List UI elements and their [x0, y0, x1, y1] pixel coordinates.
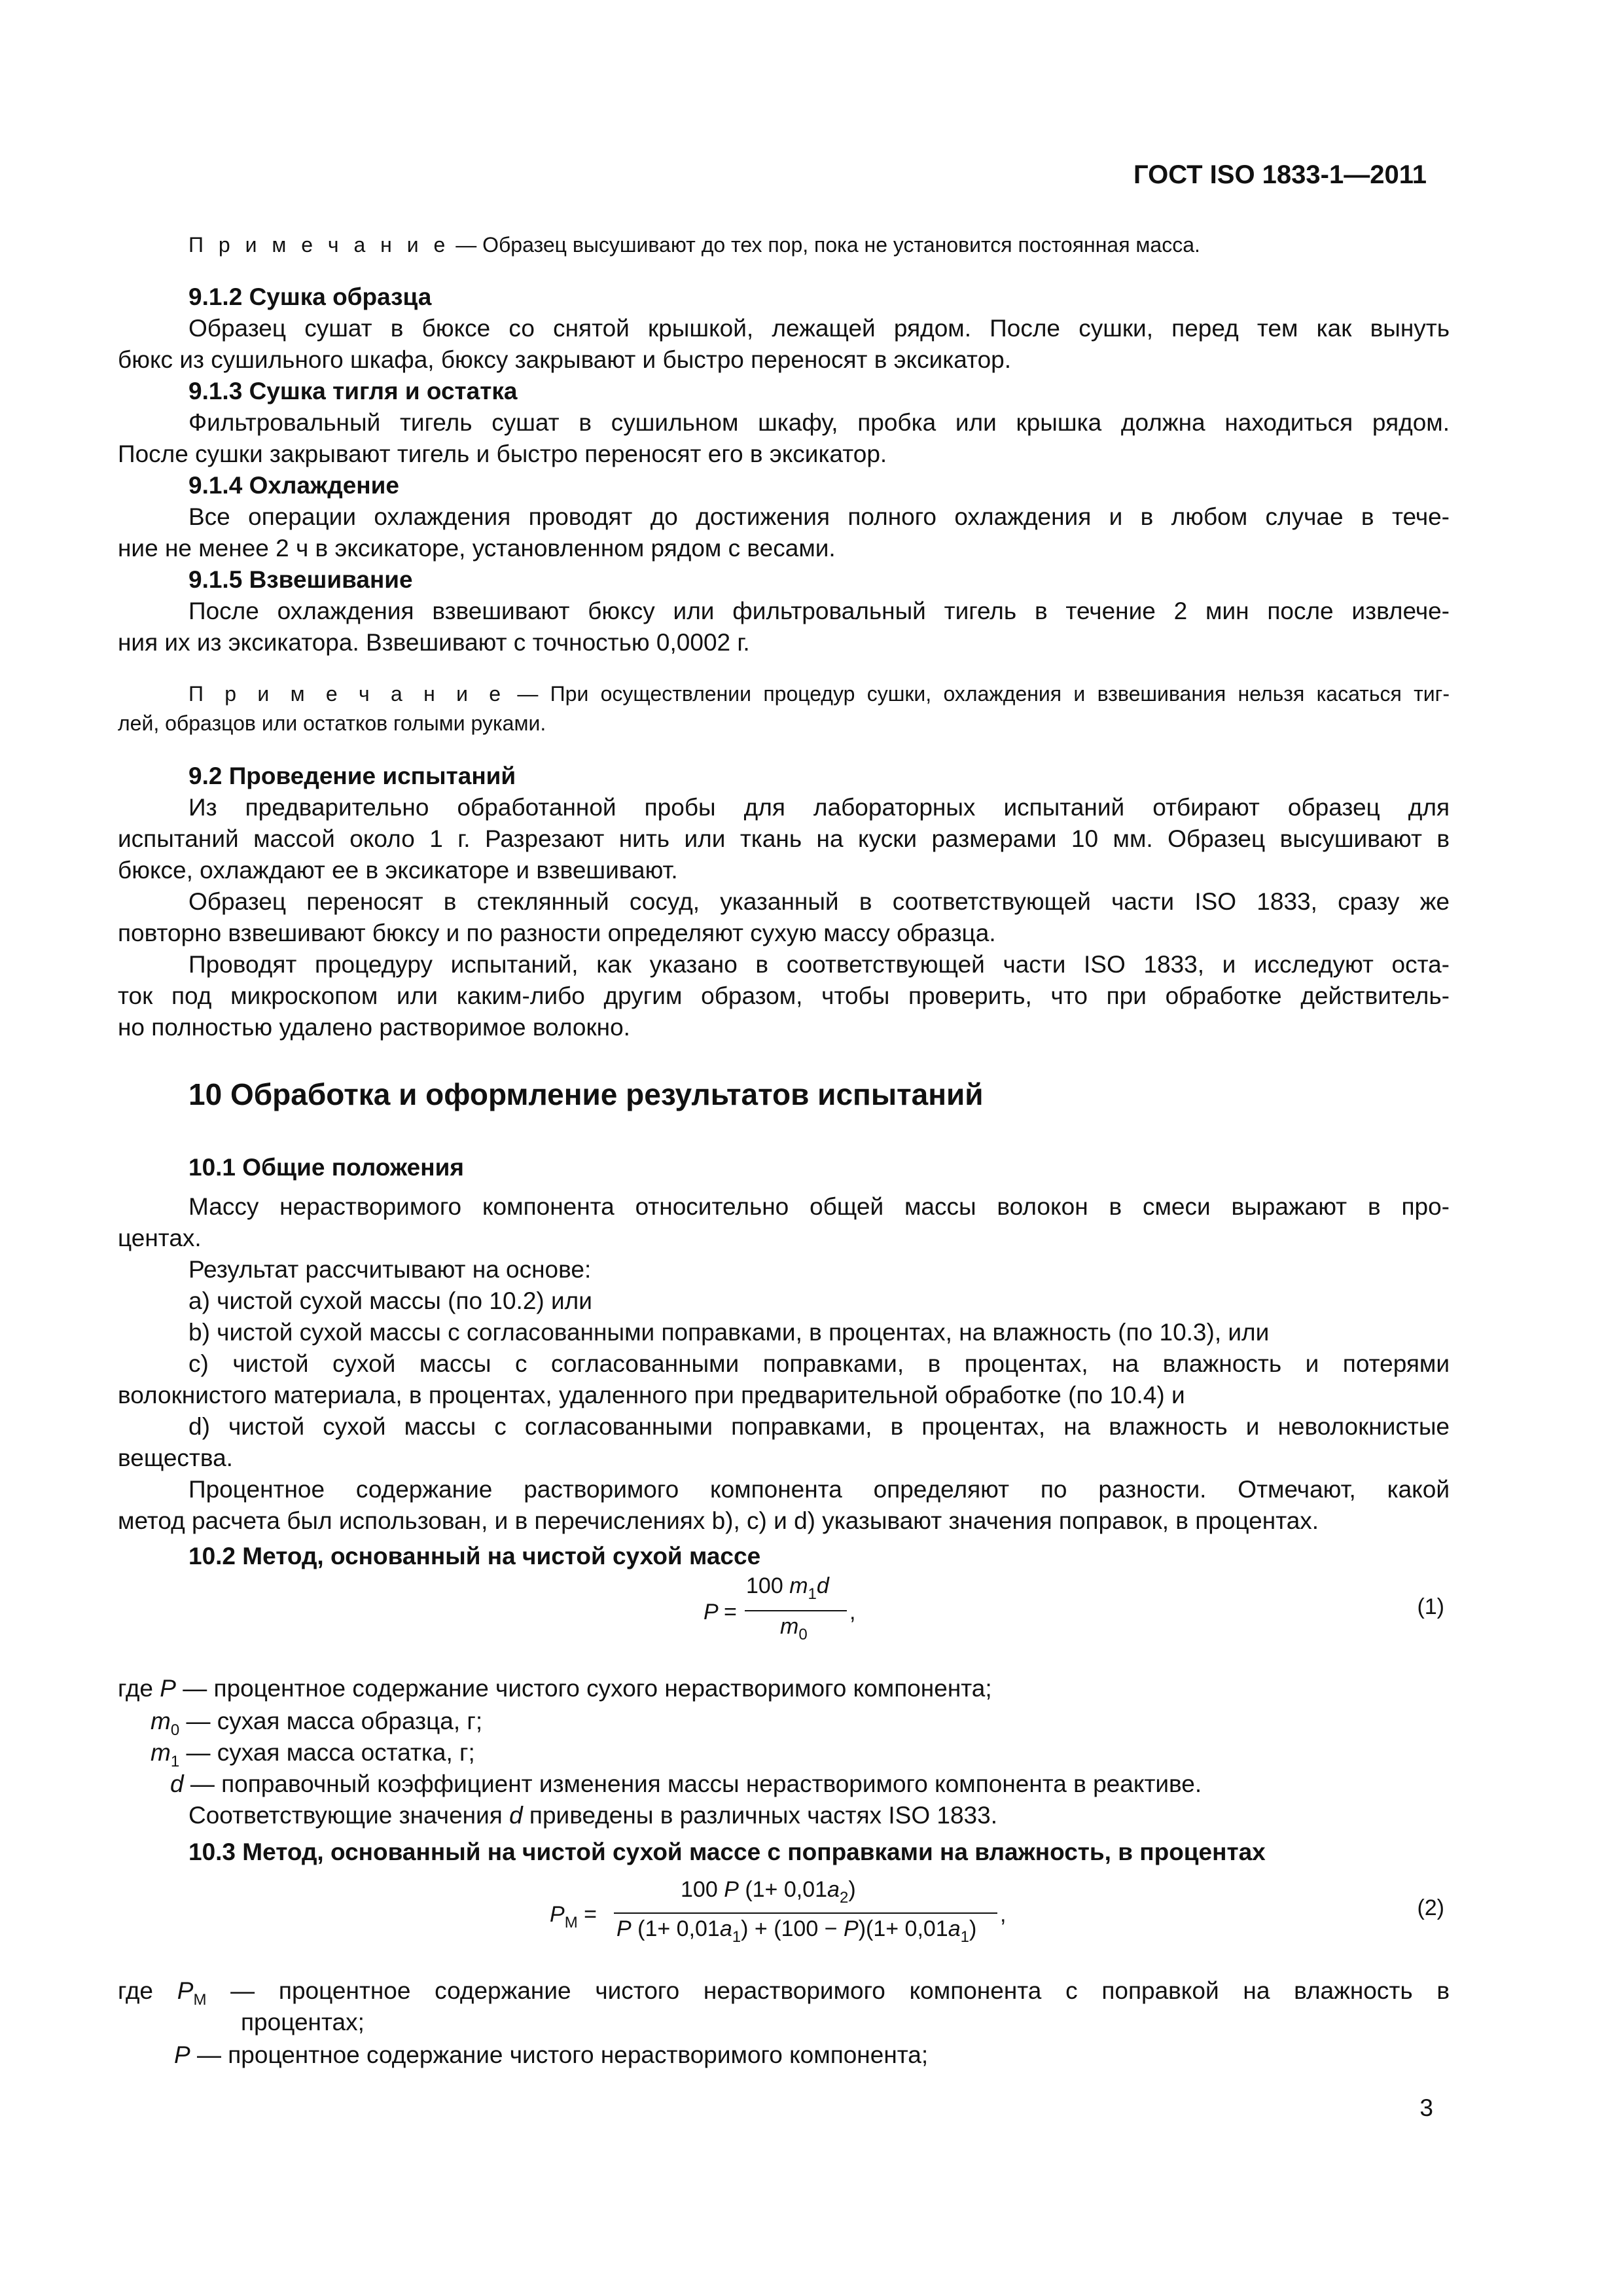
heading-10-1: 10.1 Общие положения [188, 1154, 464, 1181]
where-line-4: d — поправочный коэффициент изменения массы нерастворимого компонента в реактиве. [170, 1770, 1202, 1797]
list-item-a: а) чистой сухой массы (по 10.2) или [188, 1287, 592, 1314]
formula-denominator: P $(1+ 0,01a_1) + (100 - P)(1+ 0,01a_1)$ [616, 1916, 977, 1946]
paragraph-line: После сушки закрывают тигель и быстро переносят его в эксикатор. [118, 440, 887, 467]
paragraph-line: Фильтровальный тигель сушат в сушильном шкафу, пробка или крышка должна находиться рядом. [188, 409, 1450, 436]
paragraph-line: Все операции охлаждения проводят до достижения полного охлаждения и в любом случае в тече- [188, 503, 1450, 530]
heading-10: 10 Обработка и оформление результатов испытаний [188, 1077, 984, 1111]
fraction-bar [614, 1912, 997, 1914]
paragraph-line: Массу нерастворимого компонента относительно общей массы волокон в смеси выражают в про- [188, 1193, 1450, 1220]
note-label: П р и м е ч а н и е [188, 233, 450, 257]
paragraph-line: повторно взвешивают бюксу и по разности определяют сухую массу образца. [118, 920, 996, 946]
document-code: ГОСТ ISO 1833-1—2011 [1133, 160, 1427, 189]
formula-number: (2) [1417, 1895, 1444, 1920]
heading-9-1-5: 9.1.5 Взвешивание [188, 566, 413, 593]
where-line-5: Соответствующие значения d приведены в различных частях ISO 1833. [188, 1802, 997, 1829]
paragraph-line: ния их из эксикатора. Взвешивают с точностью 0,0002 г. [118, 629, 750, 656]
paragraph-line: Образец сушат в бюксе со снятой крышкой, лежащей рядом. После сушки, перед тем как вынуть [188, 315, 1450, 342]
paragraph-line: центах. [118, 1225, 202, 1251]
heading-9-1-4: 9.1.4 Охлаждение [188, 472, 399, 499]
paragraph-line: бюксе, охлаждают ее в эксикаторе и взвешивают. [118, 857, 678, 884]
formula-lhs: P [704, 1600, 719, 1624]
where-line-3: $m_1$ — сухая масса остатка, г; [151, 1739, 475, 1770]
where-line-2: $m_0$ — сухая масса образца, г; [151, 1708, 483, 1739]
paragraph-line: метод расчета был использован, и в перечислениях b), c) и d) указывают значения поправок, в процентах. [118, 1507, 1319, 1534]
paragraph-line: ние не менее 2 ч в эксикаторе, установленном рядом с весами. [118, 535, 836, 562]
fraction-bar [745, 1610, 847, 1611]
note-text: — Образец высушивают до тех пор, пока не установится постоянная масса. [450, 233, 1200, 257]
note-1 [188, 230, 1200, 260]
paragraph-line: бюкс из сушильного шкафа, бюксу закрывают и быстро переносят в эксикатор. [118, 346, 1012, 373]
paragraph-line: Процентное содержание растворимого компонента определяют по разности. Отмечают, какой [188, 1476, 1450, 1503]
note-2-line-1 [188, 679, 1450, 709]
list-item-c-cont: волокнистого материала, в процентах, удаленного при предварительной обработке (по 10.4) и [118, 1382, 1185, 1408]
formula-numerator: 100 P $(1+ 0,01a_2)$ [681, 1877, 856, 1907]
note-2-line-2: лей, образцов или остатков голыми руками. [118, 711, 546, 735]
heading-10-2: 10.2 Метод, основанный на чистой сухой массе [188, 1543, 761, 1570]
note-text: — При осуществлении процедур сушки, охлаждения и взвешивания нельзя касаться тиг- [505, 682, 1450, 706]
paragraph-line: Из предварительно обработанной пробы для лабораторных испытаний отбирают образец для [188, 794, 1450, 821]
heading-9-1-3: 9.1.3 Сушка тигля и остатка [188, 378, 518, 404]
where-line-2: P — процентное содержание чистого нерастворимого компонента; [174, 2041, 929, 2068]
paragraph-line: ток под микроскопом или каким-либо другим образом, чтобы проверить, что при обработке действитель- [118, 982, 1450, 1009]
where-line-1: где $P_M$ — процентное содержание чистого нерастворимого компонента с поправкой на влажность в [118, 1977, 1450, 2009]
formula-number: (1) [1417, 1594, 1444, 1619]
formula-numerator: 100 $m_1d$ [746, 1573, 829, 1603]
formula-comma: , [1000, 1902, 1007, 1927]
paragraph-line: но полностью удалено растворимое волокно. [118, 1014, 630, 1041]
note-label: П р и м е ч а н и е [188, 682, 506, 706]
heading-9-1-2: 9.1.2 Сушка образца [188, 283, 432, 310]
page-number: 3 [1419, 2094, 1433, 2121]
paragraph-line: испытаний массой около 1 г. Разрезают нить или ткань на куски размерами 10 мм. Образец высушивают в [118, 825, 1450, 852]
formula-comma: , [849, 1600, 856, 1624]
paragraph-line: Проводят процедуру испытаний, как указано в соответствующей части ISO 1833, и исследуют оста- [188, 951, 1450, 978]
list-item-d: d) чистой сухой массы с согласованными поправками, в процентах, на влажность и неволокнистые [188, 1413, 1450, 1440]
where-line-1: где P — процентное содержание чистого сухого нерастворимого компонента; [118, 1675, 992, 1702]
where-line-1-cont: процентах; [241, 2009, 365, 2036]
list-item-c: c) чистой сухой массы с согласованными поправками, в процентах, на влажность и потерями [188, 1350, 1450, 1377]
paragraph-line: Результат рассчитывают на основе: [188, 1256, 592, 1283]
formula-lhs: $P_M$ = [550, 1902, 597, 1931]
list-item-d-cont: вещества. [118, 1444, 233, 1471]
heading-10-3: 10.3 Метод, основанный на чистой сухой массе с поправками на влажность, в процентах [188, 1839, 1266, 1865]
paragraph-line: Образец переносят в стеклянный сосуд, указанный в соответствующей части ISO 1833, сразу же [188, 888, 1450, 915]
heading-9-2: 9.2 Проведение испытаний [188, 762, 516, 789]
formula-denominator: $m_0$ [780, 1614, 808, 1643]
paragraph-line: После охлаждения взвешивают бюксу или фильтровальный тигель в течение 2 мин после извлече- [188, 598, 1450, 624]
formula-equals: = [724, 1600, 737, 1624]
list-item-b: b) чистой сухой массы с согласованными поправками, в процентах, на влажность (по 10.3), или [188, 1319, 1270, 1346]
